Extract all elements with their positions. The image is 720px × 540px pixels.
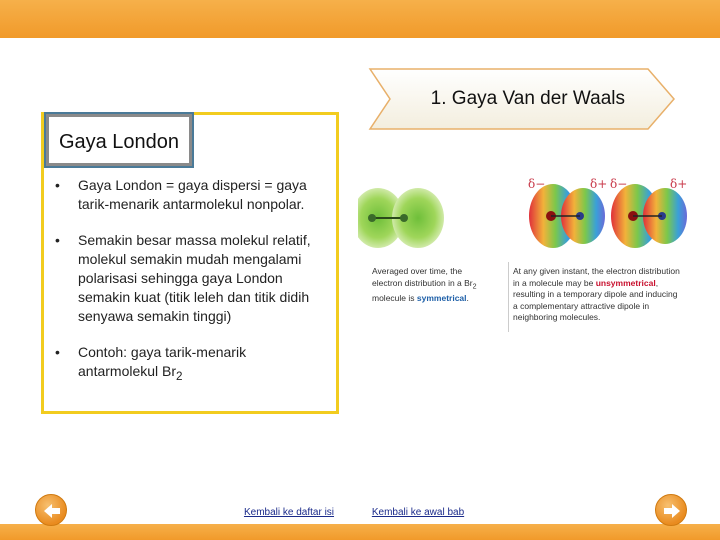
caption-highlight: unsymmetrical [595, 277, 656, 288]
right-caption [513, 266, 688, 324]
table-of-contents-link[interactable]: Kembali ke daftar isi [229, 502, 349, 524]
asymmetric-molecule [529, 184, 605, 248]
caption-text: in a molecule may be [513, 277, 596, 288]
bullet-dot: • [55, 232, 60, 248]
caption-text: . [466, 292, 469, 303]
caption-line: resulting in a temporary dipole and inducing [513, 289, 678, 299]
left-caption [372, 266, 502, 304]
caption-line [372, 293, 502, 305]
bottom-banner [0, 524, 720, 540]
caption-line: a complementary attractive dipole in [513, 300, 650, 311]
caption-text: electron distribution in a Br [372, 277, 473, 288]
back-button[interactable] [35, 494, 67, 526]
caption-line: Averaged over time, the [372, 266, 463, 276]
delta-plus-label: δ+ [670, 177, 688, 191]
delta-plus-label: δ+ [590, 177, 608, 191]
bullet-dot: • [55, 177, 60, 193]
bullet-subscript: 2 [176, 369, 183, 383]
caption-highlight: symmetrical [416, 292, 467, 303]
top-banner [0, 0, 720, 38]
bullet-list [55, 176, 330, 403]
caption-line: At any given instant, the electron distribution [513, 266, 680, 276]
molecule-illustration [358, 170, 688, 260]
forward-button[interactable] [655, 494, 687, 526]
caption-subscript: 2 [472, 282, 477, 291]
caption-text: , [655, 277, 659, 288]
bullet-text: Contoh: gaya tarik-menarik antarmolekul Br [78, 344, 247, 379]
list-item [55, 231, 330, 326]
caption-line: neighboring molecules. [513, 312, 601, 322]
delta-minus-label: δ− [528, 177, 546, 191]
delta-minus-label: δ− [610, 177, 628, 191]
section-heading: Gaya London [58, 131, 180, 153]
caption-line [513, 278, 688, 290]
arrow-right-icon [662, 501, 682, 521]
chapter-start-link[interactable]: Kembali ke awal bab [357, 502, 479, 524]
list-item [55, 176, 330, 214]
section-heading-box [44, 112, 194, 168]
bullet-dot: • [55, 344, 60, 360]
figure-divider [508, 262, 509, 332]
title-banner [368, 67, 678, 131]
caption-text: molecule is [372, 292, 417, 303]
bullet-text: Gaya London = gaya dispersi = gaya tarik-menarik antarmolekul nonpolar. [78, 177, 307, 212]
caption-line [372, 278, 502, 293]
bullet-text: Semakin besar massa molekul relatif, molekul semakin mudah mengalami polarisasi sehingga gaya London semakin kuat (titik leleh dan titik didih senyawa semakin tinggi) [78, 232, 311, 324]
list-item [55, 343, 330, 386]
arrow-left-icon [42, 501, 62, 521]
asymmetric-molecule [611, 184, 687, 248]
br2-electron-distribution-figure [358, 170, 688, 340]
slide-title: 1. Gaya Van der Waals [430, 88, 625, 109]
symmetric-molecule [358, 188, 444, 248]
